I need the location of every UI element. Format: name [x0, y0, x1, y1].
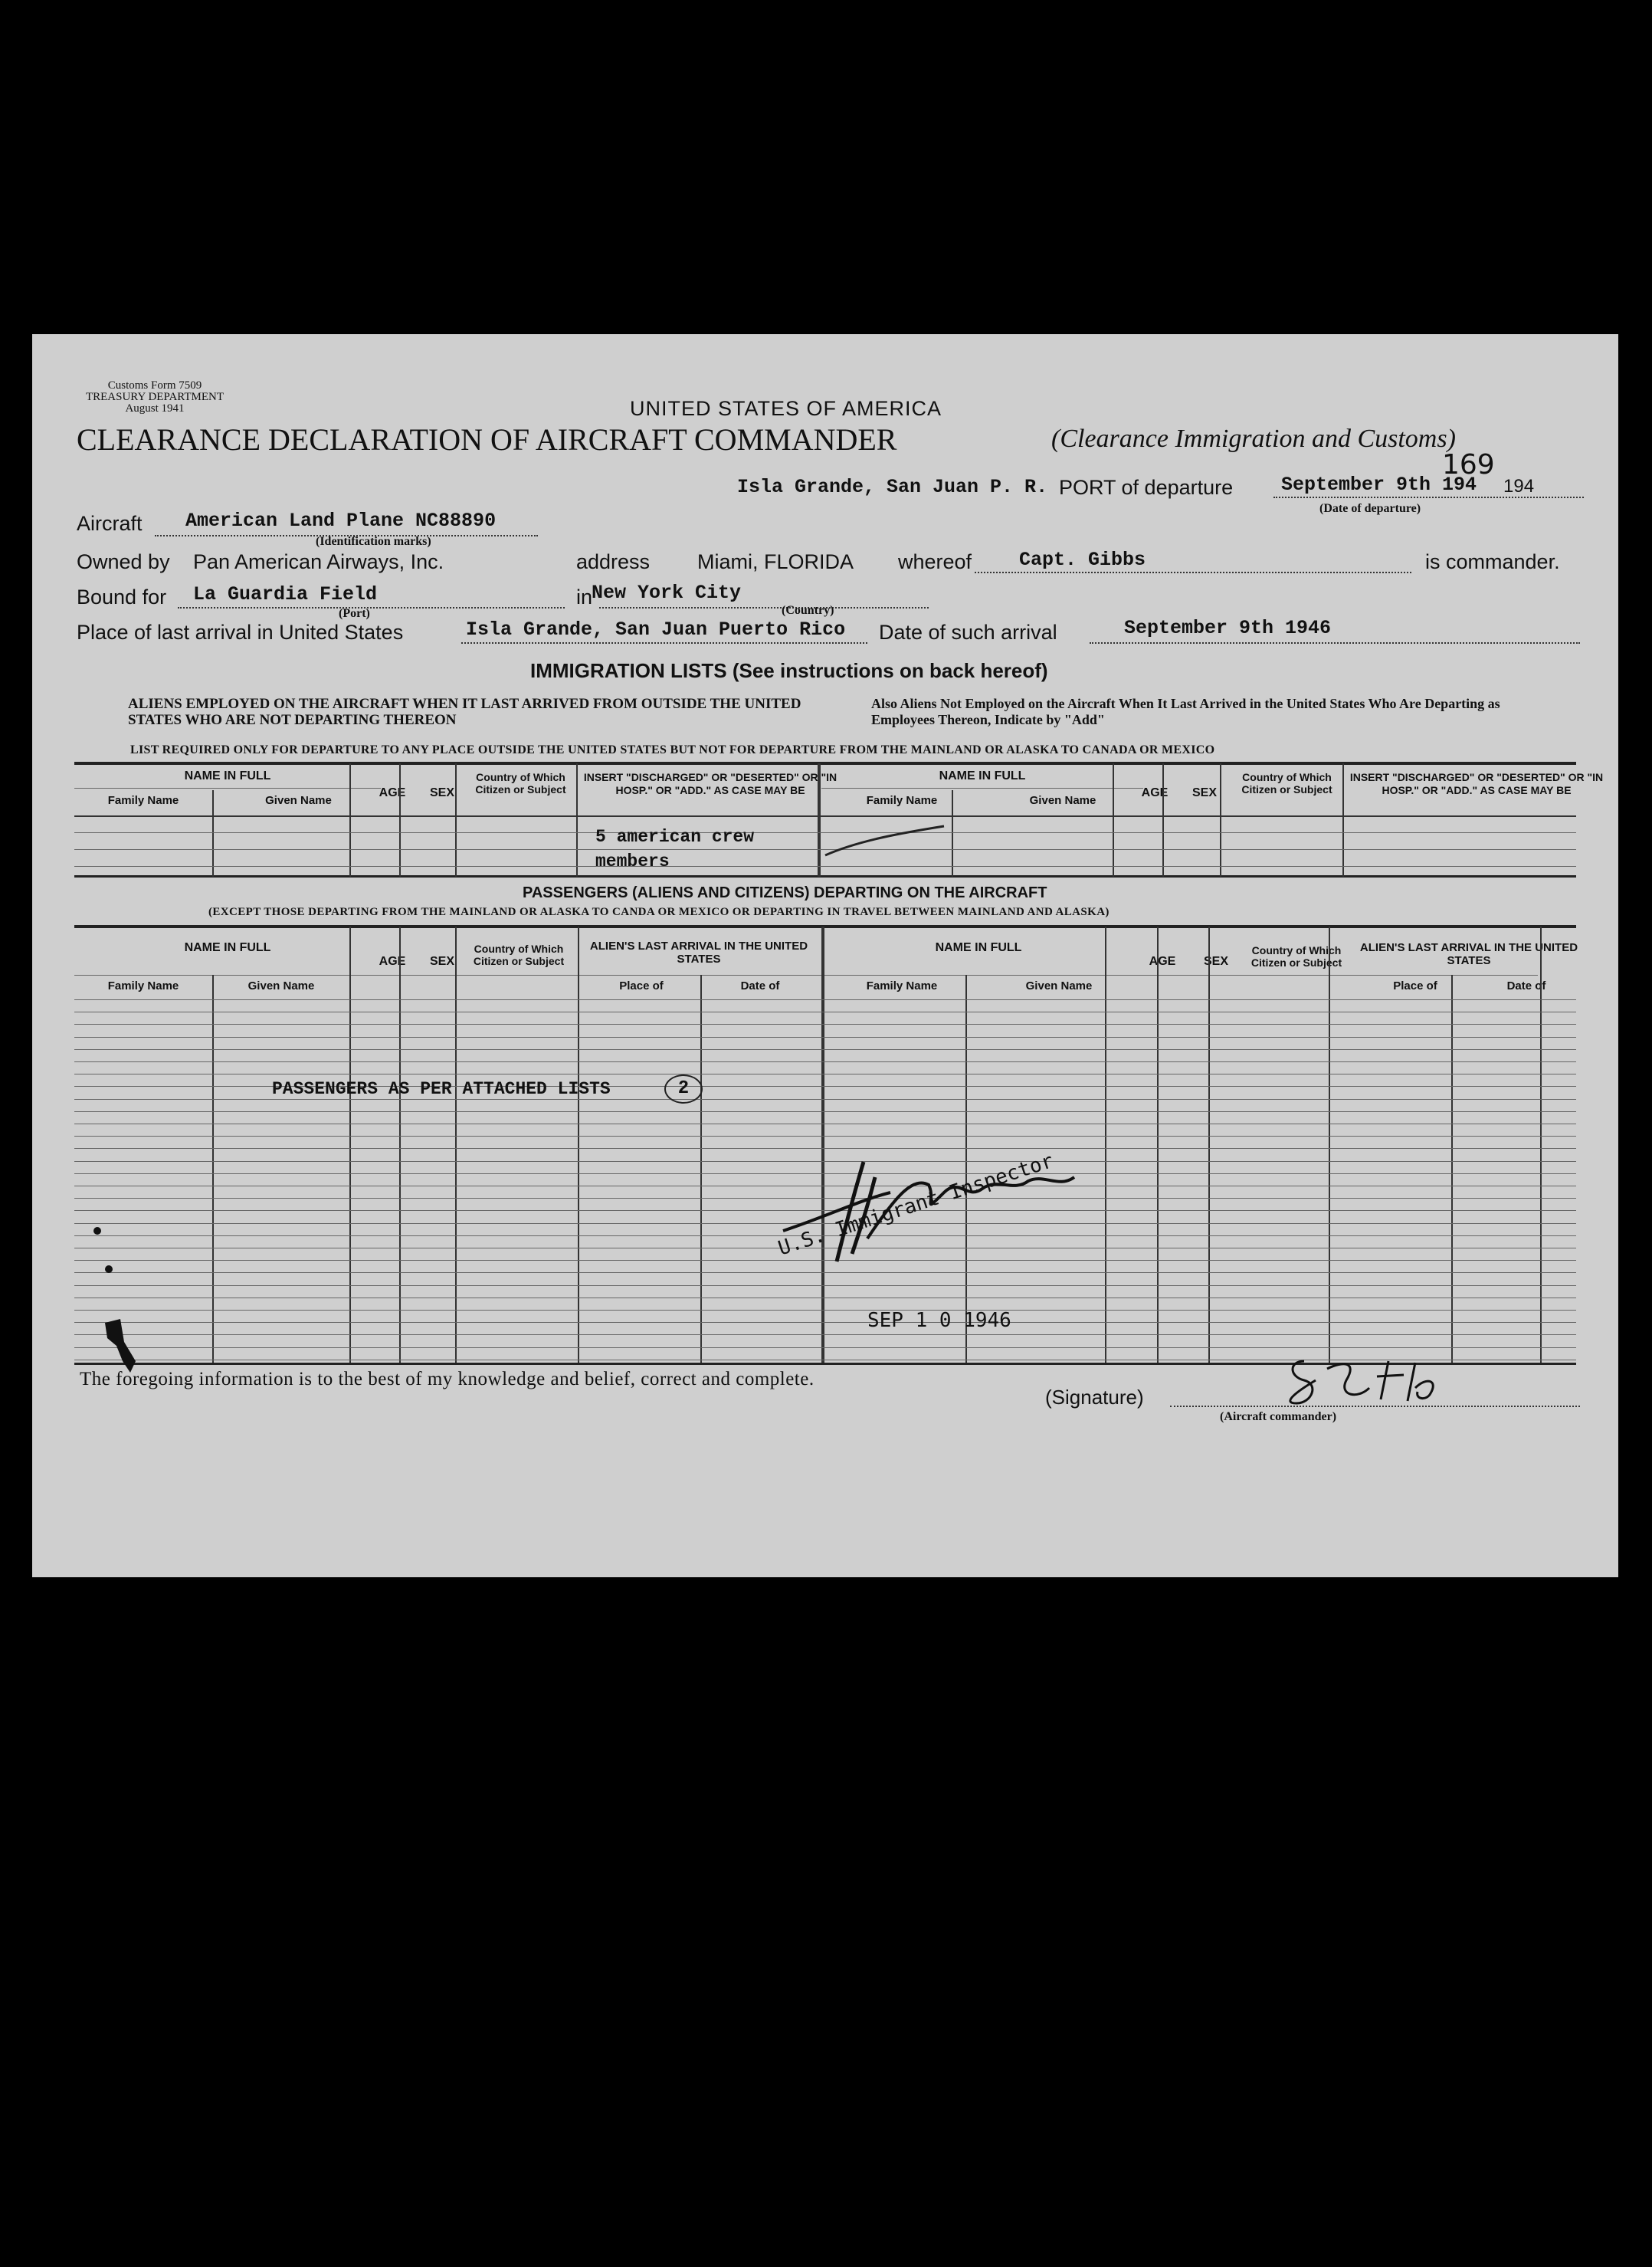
form-department: TREASURY DEPARTMENT	[85, 391, 225, 403]
crew-insert-header-right: INSERT "DISCHARGED" OR "DESERTED" OR "IN HOSP." OR "ADD." AS CASE MAY BE	[1349, 771, 1604, 796]
pax-col-line	[700, 975, 702, 1363]
pax-given-header-right: Given Name	[1025, 979, 1093, 992]
pax-last-arrival-header: ALIEN'S LAST ARRIVAL IN THE UNITED STATES	[589, 940, 808, 966]
inspector-date-stamp: SEP 1 0 1946	[867, 1309, 1011, 1332]
crew-family-header: Family Name	[107, 794, 179, 807]
last-arrival-label: Place of last arrival in United States	[77, 621, 404, 644]
pax-col-line	[1451, 975, 1453, 1363]
country-heading: UNITED STATES OF AMERICA	[630, 397, 942, 420]
crew-given-header: Given Name	[265, 794, 332, 807]
passengers-subheading: (EXCEPT THOSE DEPARTING FROM THE MAINLAND OR ALASKA TO CANDA OR MEXICO OR DEPARTING IN TRAVEL BETWEEN MAINLAND AND ALASKA)	[208, 906, 1110, 918]
crew-col-line	[1220, 763, 1221, 877]
owned-by-label: Owned by	[77, 550, 170, 573]
pax-family-header: Family Name	[107, 979, 179, 992]
crew-col-line	[576, 763, 578, 877]
pax-row-line	[74, 1334, 1576, 1335]
bound-port-value: La Guardia Field	[193, 583, 378, 605]
crew-name-divider-right	[821, 788, 1143, 789]
crew-country-header: Country of Which Citizen or Subject	[475, 771, 566, 796]
crew-family-header-right: Family Name	[866, 794, 938, 807]
crew-entry-line1: 5 american crew	[595, 827, 755, 847]
owner-value: Pan American Airways, Inc.	[193, 550, 444, 573]
pax-place-header-right: Place of	[1393, 979, 1437, 992]
arrival-date-value: September 9th 1946	[1124, 617, 1332, 639]
form-info	[78, 380, 231, 415]
departure-port-label: PORT of departure	[1059, 476, 1234, 499]
aircraft-caption: (Identification marks)	[316, 535, 431, 548]
last-arrival-line	[461, 642, 867, 644]
crew-entry-line2: members	[595, 851, 670, 871]
form-subtitle: (Clearance Immigration and Customs)	[1051, 425, 1456, 453]
pax-country-header: Country of Which Citizen or Subject	[473, 943, 565, 967]
pax-row-line	[74, 1322, 1576, 1323]
passengers-attached-note: PASSENGERS AS PER ATTACHED LISTS	[272, 1079, 611, 1099]
stamp-number: 169	[1442, 449, 1495, 481]
aircraft-value: American Land Plane NC88890	[185, 510, 497, 532]
form-title: CLEARANCE DECLARATION OF AIRCRAFT COMMANDER	[77, 422, 897, 457]
arrival-date-line	[1090, 642, 1580, 644]
bound-in-label: in	[576, 586, 593, 609]
crew-col-line	[455, 763, 457, 877]
pax-name-header-right: NAME IN FULL	[935, 941, 1022, 954]
attached-lists-count: 2	[664, 1074, 703, 1104]
crew-col-line	[1342, 763, 1344, 877]
crew-sex-header-right: SEX	[1191, 786, 1217, 799]
crew-country-header-right: Country of Which Citizen or Subject	[1241, 771, 1332, 796]
pax-row-line	[74, 1049, 1576, 1050]
crew-name-header: NAME IN FULL	[184, 769, 271, 782]
pax-row-line	[74, 999, 1576, 1000]
passengers-heading: PASSENGERS (ALIENS AND CITIZENS) DEPARTING ON THE AIRCRAFT	[523, 884, 1047, 901]
immigration-heading: IMMIGRATION LISTS (See instructions on back hereof)	[530, 659, 1048, 682]
foregoing-statement: The foregoing information is to the best of my knowledge and belief, correct and complete.	[80, 1369, 815, 1389]
crew-col-line	[212, 790, 214, 877]
margin-mark	[105, 1265, 113, 1273]
bound-port-caption: (Port)	[339, 607, 370, 620]
pax-sex-header-right: SEX	[1203, 955, 1228, 968]
bound-port-line	[178, 607, 565, 609]
pax-row-line	[74, 1061, 1576, 1062]
crew-col-line	[349, 763, 351, 877]
pax-sex-header: SEX	[429, 955, 454, 968]
pax-age-header: AGE	[379, 955, 406, 968]
pax-row-line	[74, 1024, 1576, 1025]
pax-row-line	[74, 1111, 1576, 1112]
last-arrival-value: Isla Grande, San Juan Puerto Rico	[466, 618, 846, 641]
bound-country-value: New York City	[592, 582, 742, 604]
departure-port-value: Isla Grande, San Juan P. R.	[737, 476, 1048, 498]
pax-place-header: Place of	[619, 979, 664, 992]
pax-row-line	[74, 1136, 1576, 1137]
crew-given-header-right: Given Name	[1029, 794, 1096, 807]
pax-row-line	[74, 1037, 1576, 1038]
ink-blot	[101, 1315, 147, 1376]
margin-mark	[93, 1227, 101, 1235]
crew-sex-header: SEX	[429, 786, 454, 799]
aircraft-label: Aircraft	[77, 512, 143, 535]
pax-row-line	[74, 1099, 1576, 1100]
crew-row-line	[74, 866, 1576, 867]
form-date: August 1941	[125, 402, 185, 415]
commander-label: is commander.	[1425, 550, 1560, 573]
pax-date-header-right: Date of	[1506, 979, 1546, 992]
crew-col-line	[1162, 763, 1164, 877]
arrival-date-label: Date of such arrival	[879, 621, 1057, 644]
crew-col-line	[952, 790, 953, 877]
bound-country-line	[599, 607, 929, 609]
crew-insert-header: INSERT "DISCHARGED" OR "DESERTED" OR "IN HOSP." OR "ADD." AS CASE MAY BE	[583, 771, 837, 796]
pax-date-header: Date of	[740, 979, 780, 992]
pax-row-line	[74, 1272, 1576, 1273]
commander-line	[975, 572, 1411, 573]
crew-table-top-rule	[74, 762, 1576, 765]
signature-label: (Signature)	[1045, 1386, 1144, 1409]
list-required-note: LIST REQUIRED ONLY FOR DEPARTURE TO ANY PLACE OUTSIDE THE UNITED STATES BUT NOT FOR DEPARTURE FROM THE MAINLAND OR ALASKA TO CANADA OR MEXICO	[130, 743, 1215, 756]
aliens-add-note: Also Aliens Not Employed on the Aircraft When It Last Arrived in the United States Who Are Departing as Employees Thereon, Indicate by "Add"	[871, 696, 1500, 727]
form-number: Customs Form 7509	[107, 379, 202, 392]
crew-name-divider	[74, 788, 381, 789]
pax-row-line	[74, 1310, 1576, 1311]
pax-family-header-right: Family Name	[866, 979, 938, 992]
crew-table-bottom-rule	[74, 875, 1576, 878]
pax-last-arrival-header-right: ALIEN'S LAST ARRIVAL IN THE UNITED STATES	[1359, 941, 1578, 967]
pax-name-header: NAME IN FULL	[184, 941, 271, 954]
whereof-label: whereof	[898, 550, 972, 573]
aliens-employed-note: ALIENS EMPLOYED ON THE AIRCRAFT WHEN IT LAST ARRIVED FROM OUTSIDE THE UNITED STATES WHO ARE NOT DEPARTING THEREON	[128, 696, 801, 728]
clearance-declaration-document	[32, 334, 1618, 1577]
pax-country-header-right: Country of Which Citizen or Subject	[1250, 944, 1342, 969]
crew-name-header-right: NAME IN FULL	[939, 769, 1026, 782]
departure-date-line	[1273, 497, 1584, 498]
year-suffix: 194	[1503, 476, 1535, 497]
crew-age-header: AGE	[379, 786, 406, 799]
departure-date-value: September 9th 194	[1281, 474, 1477, 496]
bound-country-caption: (Country)	[782, 604, 834, 617]
departure-date-caption: (Date of departure)	[1319, 502, 1421, 515]
passengers-top-rule	[74, 925, 1576, 928]
crew-col-line	[818, 763, 821, 877]
crew-col-line	[399, 763, 401, 877]
crew-right-dash-mark	[821, 817, 952, 863]
address-label: address	[576, 550, 651, 573]
address-value: Miami, FLORIDA	[697, 550, 854, 573]
pax-age-header-right: AGE	[1149, 955, 1176, 968]
pax-subheader-line	[74, 975, 1538, 976]
commander-value: Capt. Gibbs	[1019, 549, 1146, 571]
pax-col-line	[212, 975, 214, 1363]
crew-col-line	[1113, 763, 1114, 877]
commander-signature	[1273, 1346, 1473, 1415]
pax-given-header: Given Name	[247, 979, 315, 992]
signature-caption: (Aircraft commander)	[1220, 1410, 1337, 1423]
immigrant-inspector-stamp: U.S. Immigrant Inspector	[775, 1149, 1057, 1261]
crew-age-header-right: AGE	[1141, 786, 1169, 799]
bound-for-label: Bound for	[77, 586, 167, 609]
pax-row-line	[74, 1285, 1576, 1286]
